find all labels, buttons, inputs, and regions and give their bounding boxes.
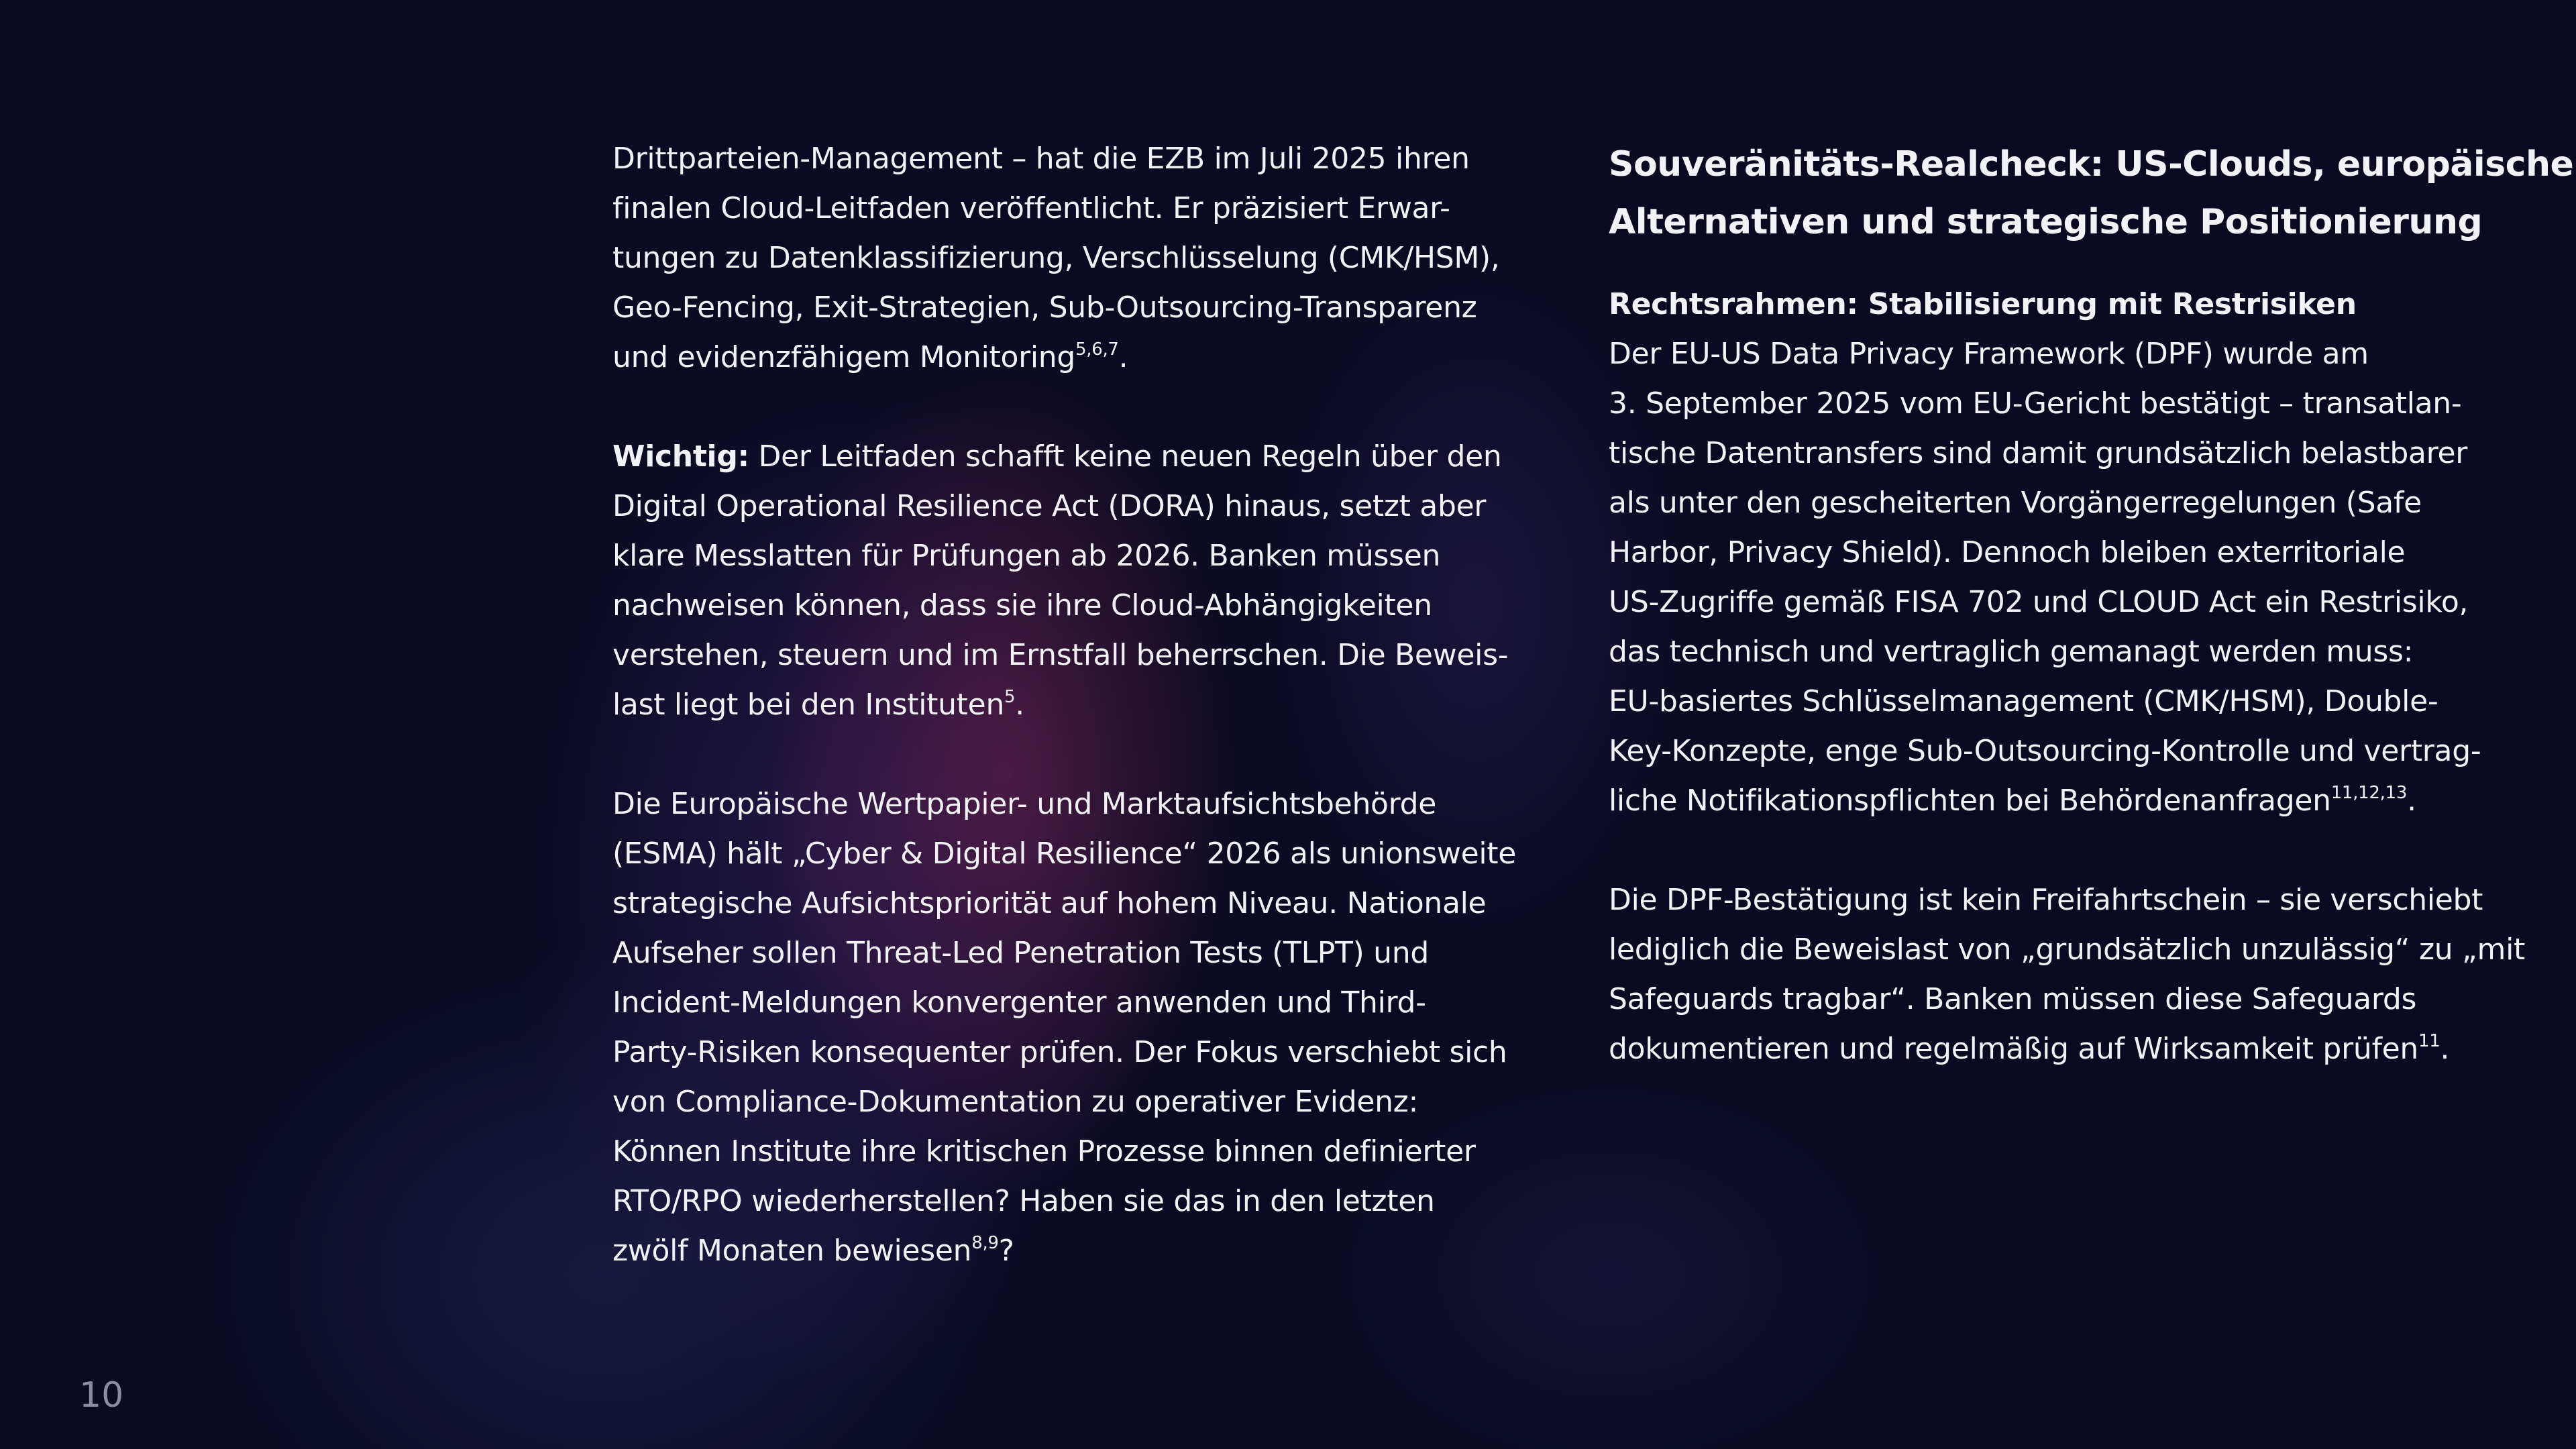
- line-punctuation: .: [2440, 1032, 2450, 1066]
- paragraph-gap: [612, 730, 1511, 780]
- text-line: [612, 531, 1511, 581]
- line-text: Harbor, Privacy Shield). Dennoch bleiben exterritoriale: [1609, 535, 2406, 570]
- text-line: [612, 432, 1511, 482]
- text-line: [612, 233, 1511, 283]
- section-heading-line: Alternativen und strategische Positionierung: [1609, 202, 2483, 242]
- footnote-reference: 5,6,7: [1075, 339, 1119, 360]
- line-punctuation: .: [1118, 340, 1128, 374]
- line-text: tische Datentransfers sind damit grundsätzlich belastbarer: [1609, 436, 2468, 470]
- text-line: [1609, 975, 2508, 1024]
- page-number: 10: [79, 1375, 124, 1415]
- footnote-reference: 5: [1004, 687, 1016, 707]
- section-heading-line: Souveränitäts-Realcheck: US-Clouds, europäische: [1609, 144, 2574, 184]
- line-text: Incident-Meldungen konvergenter anwenden und Third-: [612, 985, 1426, 1020]
- text-line: [612, 1127, 1511, 1177]
- line-text: Safeguards tragbar“. Banken müssen diese Safeguards: [1609, 982, 2417, 1016]
- line-text: zwölf Monaten bewiesen: [612, 1234, 972, 1268]
- text-line: [612, 829, 1516, 879]
- line-punctuation: .: [1015, 688, 1024, 722]
- line-text: Der Leitfaden schafft keine neuen Regeln über den: [749, 439, 1502, 474]
- line-text: RTO/RPO wiederherstellen? Haben sie das in den letzten: [612, 1184, 1435, 1218]
- line-text: Aufseher sollen Threat-Led Penetration Tests (TLPT) und: [612, 936, 1429, 970]
- text-line: [612, 581, 1511, 631]
- line-text: Geo-Fencing, Exit-Strategien, Sub-Outsourcing-Transparenz: [612, 290, 1477, 325]
- line-punctuation: .: [2407, 784, 2416, 818]
- paragraph-gap: [612, 382, 1511, 432]
- text-line: [1609, 677, 2508, 727]
- paragraph-gap: [1609, 826, 2508, 875]
- line-punctuation: ?: [998, 1234, 1014, 1268]
- text-line: [1609, 1024, 2508, 1074]
- line-text: Party-Risiken konsequenter prüfen. Der Fokus verschiebt sich: [612, 1035, 1507, 1069]
- text-line: [612, 680, 1511, 730]
- text-line: [612, 333, 1511, 382]
- line-text: finalen Cloud-Leitfaden veröffentlicht. Er präzisiert Erwar-: [612, 191, 1450, 225]
- line-text: Können Institute ihre kritischen Prozesse binnen definierter: [612, 1134, 1476, 1169]
- text-line: [1609, 528, 2508, 578]
- text-line: [612, 928, 1511, 978]
- line-text: Die DPF-Bestätigung ist kein Freifahrtschein – sie verschiebt: [1609, 883, 2483, 917]
- text-line: [1609, 478, 2508, 528]
- line-text: Drittparteien-Management – hat die EZB im Juli 2025 ihren: [612, 142, 1470, 176]
- text-line: [612, 1028, 1511, 1077]
- text-line: [1609, 379, 2508, 429]
- text-line: [1609, 329, 2508, 379]
- text-line: [1609, 727, 2508, 776]
- text-line: [612, 1226, 1511, 1276]
- text-line: [612, 184, 1511, 233]
- subheading: Rechtsrahmen: Stabilisierung mit Restrisiken: [1609, 287, 2357, 321]
- line-text: Key-Konzepte, enge Sub-Outsourcing-Kontrolle und vertrag-: [1609, 734, 2481, 768]
- line-text: von Compliance-Dokumentation zu operativer Evidenz:: [612, 1085, 1418, 1119]
- line-text: und evidenzfähigem Monitoring: [612, 340, 1076, 374]
- line-text: last liegt bei den Instituten: [612, 688, 1005, 722]
- text-line: [1609, 627, 2508, 677]
- line-text: als unter den gescheiterten Vorgängerregelungen (Safe: [1609, 486, 2422, 520]
- right-text-column: [1609, 136, 2574, 1074]
- text-line: [612, 134, 1511, 184]
- line-text: lediglich die Beweislast von „grundsätzlich unzulässig“ zu „mit: [1609, 932, 2525, 967]
- text-line: [612, 978, 1511, 1028]
- text-line: [1609, 875, 2508, 925]
- footnote-reference: 11: [2418, 1031, 2440, 1051]
- footnote-reference: 11,12,13: [2330, 783, 2408, 803]
- text-line: [1609, 925, 2525, 975]
- text-line: [612, 780, 1511, 829]
- text-line: [612, 879, 1511, 928]
- text-line: [1609, 776, 2508, 826]
- text-line: [612, 482, 1511, 531]
- line-text: nachweisen können, dass sie ihre Cloud-Abhängigkeiten: [612, 588, 1432, 623]
- text-line: [1609, 429, 2508, 478]
- line-text: liche Notifikationspflichten bei Behördenanfragen: [1609, 784, 2331, 818]
- line-text: Digital Operational Resilience Act (DORA) hinaus, setzt aber: [612, 489, 1487, 523]
- text-line: [612, 283, 1511, 333]
- line-text: (ESMA) hält „Cyber & Digital Resilience“ 2026 als unionsweite: [612, 837, 1516, 871]
- line-text: das technisch und vertraglich gemanagt werden muss:: [1609, 635, 2414, 669]
- line-text: Die Europäische Wertpapier- und Marktaufsichtsbehörde: [612, 787, 1437, 821]
- line-text: EU-basiertes Schlüsselmanagement (CMK/HSM), Double-: [1609, 684, 2438, 718]
- line-text: verstehen, steuern und im Ernstfall beherrschen. Die Beweis-: [612, 638, 1509, 672]
- text-line: [612, 1077, 1511, 1127]
- emphasis-label: Wichtig:: [612, 439, 749, 474]
- text-line: [1609, 578, 2508, 627]
- line-text: strategische Aufsichtspriorität auf hohem Niveau. Nationale: [612, 886, 1487, 920]
- text-line: [612, 631, 1511, 680]
- line-text: klare Messlatten für Prüfungen ab 2026. Banken müssen: [612, 539, 1441, 573]
- text-line: [612, 1177, 1511, 1226]
- left-text-column: [612, 134, 1516, 1276]
- footnote-reference: 8,9: [971, 1233, 999, 1253]
- line-text: US-Zugriffe gemäß FISA 702 und CLOUD Act ein Restrisiko,: [1609, 585, 2469, 619]
- line-text: 3. September 2025 vom EU-Gericht bestätigt – transatlan-: [1609, 386, 2462, 421]
- line-text: dokumentieren und regelmäßig auf Wirksamkeit prüfen: [1609, 1032, 2418, 1066]
- line-text: Der EU-US Data Privacy Framework (DPF) wurde am: [1609, 337, 2369, 371]
- line-text: tungen zu Datenklassifizierung, Verschlüsselung (CMK/HSM),: [612, 241, 1500, 275]
